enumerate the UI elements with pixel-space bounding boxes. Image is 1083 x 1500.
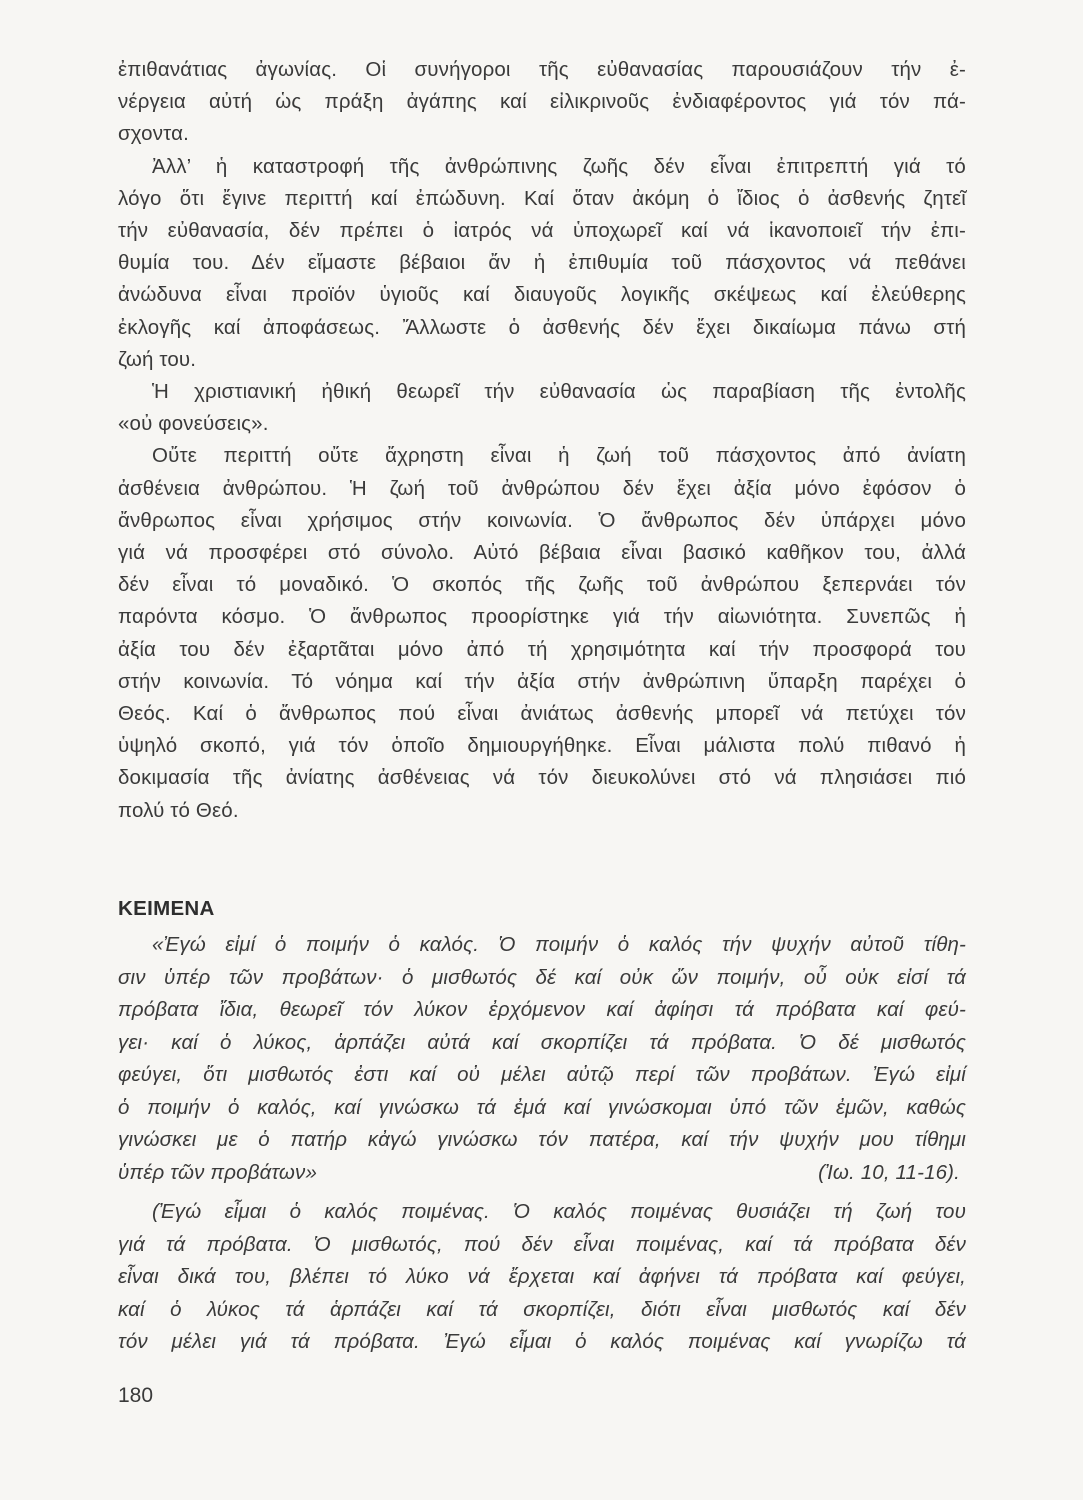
section-heading: ΚΕΙΜΕΝΑ — [118, 897, 215, 920]
body-line: σχοντα. — [118, 122, 189, 146]
body-text — [118, 54, 966, 827]
quote-last-line: ὑπέρ τῶν προβάτων» — [118, 1160, 318, 1184]
body-line: ἐκλογῆς καί ἀποφάσεως. Ἄλλωστε ὁ ἀσθενής δέν ἔχει δικαίωμα πάνω στή — [118, 315, 966, 339]
quote-line: «Ἐγώ εἰμί ὁ ποιμήν ὁ καλός. Ὁ ποιμήν ὁ καλός τήν ψυχήν αὐτοῦ τίθη- — [152, 933, 966, 956]
translation-line: γιά τά πρόβατα. Ὁ μισθωτός, πού δέν εἶναι ποιμένας, καί τά πρόβατα δέν — [118, 1232, 966, 1256]
body-line: ἀσθένεια ἀνθρώπου. Ἡ ζωή τοῦ ἀνθρώπου δέν ἔχει ἀξία μόνο ἐφόσον ὁ — [118, 476, 966, 500]
quote-line: ὁ ποιμήν ὁ καλός, καί γινώσκω τά ἐμά καί γινώσκομαι ὑπό τῶν ἐμῶν, καθώς — [118, 1095, 966, 1119]
translation-line: εἶναι δικά του, βλέπει τό λύκο νά ἔρχεται καί ἀφήνει τά πρόβατα καί φεύγει, — [118, 1265, 966, 1288]
quote-reference: (Ἰω. 10, 11-16). — [818, 1160, 960, 1184]
quote-line: γινώσκει με ὁ πατήρ κἀγώ γινώσκω τόν πατέρα, καί τήν ψυχήν μου τίθημι — [118, 1128, 966, 1151]
body-line: Ἀλλ’ ἡ καταστροφή τῆς ἀνθρώπινης ζωῆς δέν εἶναι ἐπιτρεπτή γιά τό — [152, 154, 966, 178]
body-line: ἀνώδυνα εἶναι προϊόν ὑγιοῦς καί διαυγοῦς λογικῆς σκέψεως καί ἐλεύθερης — [118, 283, 966, 307]
translation-line: τόν μέλει γιά τά πρόβατα. Ἐγώ εἶμαι ὁ καλός ποιμένας καί γνωρίζω τά — [118, 1330, 966, 1353]
body-line: δέν εἶναι τό μοναδικό. Ὁ σκοπός τῆς ζωῆς τοῦ ἀνθρώπου ξεπερνάει τόν — [118, 573, 966, 597]
body-line: Ἡ χριστιανική ἠθική θεωρεῖ τήν εὐθανασία ὡς παραβίαση τῆς ἐντολῆς — [152, 380, 966, 404]
body-line: ἄνθρωπος εἶναι χρήσιμος στήν κοινωνία. Ὁ ἄνθρωπος δέν ὑπάρχει μόνο — [118, 508, 966, 532]
translation-line: (Ἐγώ εἶμαι ὁ καλός ποιμένας. Ὁ καλός ποιμένας θυσιάζει τή ζωή του — [152, 1200, 966, 1223]
body-line: στήν κοινωνία. Τό νόημα καί τήν ἀξία στήν ἀνθρώπινη ὕπαρξη παρέχει ὁ — [118, 669, 966, 693]
body-line: ζωή του. — [118, 347, 197, 371]
body-line: παρόντα κόσμο. Ὁ ἄνθρωπος προορίστηκε γιά τήν αἰωνιότητα. Συνεπῶς ἡ — [118, 605, 966, 629]
body-line: τήν εὐθανασία, δέν πρέπει ὁ ἰατρός νά ὑποχωρεῖ καί νά ἱκανοποιεῖ τήν ἐπι- — [118, 219, 966, 243]
body-line: ἀξία του δέν ἐξαρτᾶται μόνο ἀπό τή χρησιμότητα καί τήν προσφορά του — [118, 637, 966, 661]
quote-line: γει· καί ὁ λύκος, ἁρπάζει αὐτά καί σκορπίζει τά πρόβατα. Ὁ δέ μισθωτός — [118, 1030, 966, 1054]
quote-line: σιν ὑπέρ τῶν προβάτων· ὁ μισθωτός δέ καί οὐκ ὤν ποιμήν, οὗ οὐκ εἰσί τά — [118, 965, 966, 989]
body-line: ὑψηλό σκοπό, γιά τόν ὁποῖο δημιουργήθηκε. Εἶναι μάλιστα πολύ πιθανό ἡ — [118, 734, 966, 758]
body-line: «οὐ φονεύσεις». — [118, 412, 269, 436]
translation-line: καί ὁ λύκος τά ἁρπάζει καί τά σκορπίζει, διότι εἶναι μισθωτός καί δέν — [118, 1297, 966, 1321]
quote-line: πρόβατα ἴδια, θεωρεῖ τόν λύκον ἐρχόμενον καί ἀφίησι τά πρόβατα καί φεύ- — [118, 998, 966, 1021]
body-line: νέργεια αὐτή ὡς πράξη ἀγάπης καί εἰλικρινοῦς ἐνδιαφέροντος γιά τόν πά- — [118, 90, 966, 114]
body-line: ἐπιθανάτιας ἀγωνίας. Οἱ συνήγοροι τῆς εὐθανασίας παρουσιάζουν τήν ἐ- — [118, 58, 966, 81]
body-line: δοκιμασία τῆς ἀνίατης ἀσθένειας νά τόν διευκολύνει στό νά πλησιάσει πιό — [118, 766, 966, 790]
body-line: Θεός. Καί ὁ ἄνθρωπος πού εἶναι ἀνιάτως ἀσθενής μπορεῖ νά πετύχει τόν — [118, 702, 966, 726]
quote-translation — [118, 1196, 966, 1359]
body-line: λόγο ὅτι ἔγινε περιττή καί ἐπώδυνη. Καί ὅταν ἀκόμη ὁ ἴδιος ὁ ἀσθενής ζητεῖ — [118, 186, 966, 210]
quote-last-line-row — [118, 1157, 966, 1190]
quote-line: φεύγει, ὅτι μισθωτός ἐστι καί οὐ μέλει αὐτῷ περί τῶν προβάτων. Ἐγώ εἰμί — [118, 1063, 966, 1086]
page-number: 180 — [118, 1384, 154, 1407]
body-line: γιά νά προσφέρει στό σύνολο. Αὐτό βέβαια εἶναι βασικό καθῆκον του, ἀλλά — [118, 541, 966, 565]
body-line: πολύ τό Θεό. — [118, 798, 239, 822]
scripture-quote — [118, 929, 966, 1189]
body-line: Οὔτε περιττή οὔτε ἄχρηστη εἶναι ἡ ζωή τοῦ πάσχοντος ἀπό ἀνίατη — [152, 444, 966, 468]
body-line: θυμία του. Δέν εἴμαστε βέβαιοι ἄν ἡ ἐπιθυμία τοῦ πάσχοντος νά πεθάνει — [118, 251, 966, 275]
